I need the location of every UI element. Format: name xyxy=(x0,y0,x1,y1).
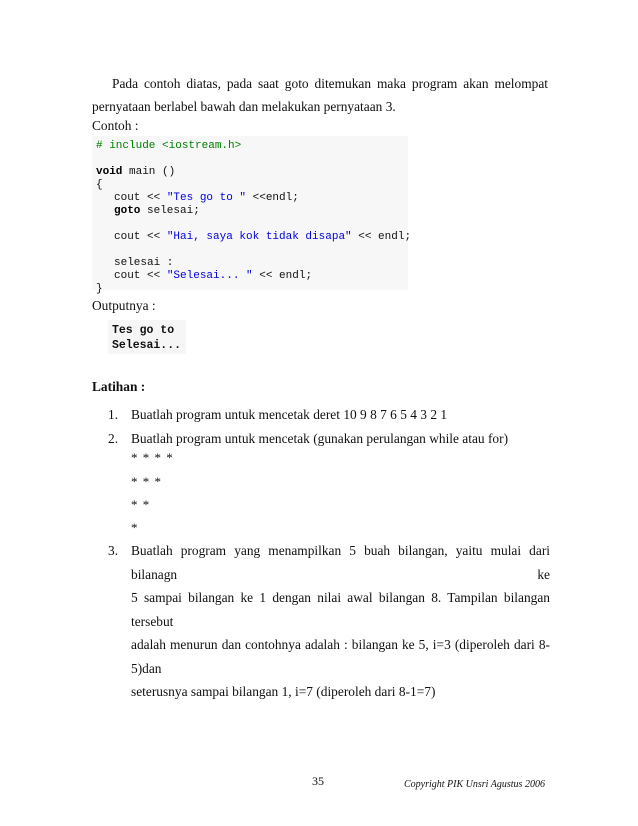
star-row-2: * * * xyxy=(131,474,162,489)
code-cout-2 xyxy=(114,231,411,243)
exercise-number: 3. xyxy=(108,543,119,558)
code-keyword-void: void xyxy=(96,166,123,178)
exercise-text: Buatlah program untuk mencetak (gunakan perulangan while atau for) xyxy=(131,431,509,446)
code-cout-3-b: << endl; xyxy=(252,270,313,282)
exercise-item-3 xyxy=(108,539,550,699)
output-line-2: Selesai... xyxy=(112,339,182,352)
code-cout-3-string: "Selesai... " xyxy=(166,270,253,282)
exercise-3-line-4: seterusnya sampai bilangan 1, i=7 (diperoleh dari 8-1=7) xyxy=(131,684,436,699)
intro-line-2: pernyataan berlabel bawah dan melakukan pernyataan 3. xyxy=(92,99,396,114)
code-label-selesai: selesai : xyxy=(114,257,174,269)
code-cout-1-a: cout << xyxy=(114,192,167,204)
code-main-line xyxy=(96,166,175,178)
code-open-brace: { xyxy=(96,179,103,191)
output-line-1: Tes go to xyxy=(112,324,175,337)
star-row-3: * * xyxy=(131,497,151,512)
code-goto xyxy=(114,205,200,217)
code-close-brace: } xyxy=(96,283,103,295)
exercise-number: 1. xyxy=(108,407,119,422)
exercise-text xyxy=(131,539,550,704)
output-label: Outputnya : xyxy=(92,298,156,313)
code-cout-2-b: << endl; xyxy=(351,231,412,243)
exercise-3-line-1: Buatlah program yang menampilkan 5 buah bilangan, yaitu mulai dari bilanagn ke xyxy=(131,543,550,582)
code-cout-3-a: cout << xyxy=(114,270,167,282)
code-keyword-goto: goto xyxy=(114,205,141,217)
code-cout-2-a: cout << xyxy=(114,231,167,243)
star-row-1: * * * * xyxy=(131,450,174,465)
output-example xyxy=(108,320,186,354)
code-cout-1-string: "Tes go to " xyxy=(166,192,247,204)
exercise-text: Buatlah program untuk mencetak deret 10 9 8 7 6 5 4 3 2 1 xyxy=(131,407,448,422)
contoh-label: Contoh : xyxy=(92,118,139,133)
code-cout-1-b: <<endl; xyxy=(246,192,299,204)
code-main-rest: main () xyxy=(122,166,176,178)
code-cout-2-string: "Hai, saya kok tidak disapa" xyxy=(166,231,352,243)
copyright-notice: Copyright PIK Unsri Agustus 2006 xyxy=(404,779,545,790)
intro-line-1: Pada contoh diatas, pada saat goto ditemukan maka program akan melompat xyxy=(112,76,548,91)
code-cout-1 xyxy=(114,192,299,204)
code-example xyxy=(92,136,412,295)
exercise-number: 2. xyxy=(108,431,119,446)
latihan-heading: Latihan : xyxy=(92,379,146,394)
exercise-3-line-2: 5 sampai bilangan ke 1 dengan nilai awal bilangan 8. Tampilan bilangan tersebut xyxy=(131,590,550,629)
page-number: 35 xyxy=(312,774,324,788)
star-row-4: * xyxy=(131,520,139,535)
intro-paragraph xyxy=(92,72,548,118)
code-goto-rest: selesai; xyxy=(140,205,200,217)
code-cout-3 xyxy=(114,270,312,282)
code-include: # include <iostream.h> xyxy=(96,140,242,152)
exercise-3-line-3: adalah menurun dan contohnya adalah : bilangan ke 5, i=3 (diperoleh dari 8-5)dan xyxy=(131,637,550,676)
